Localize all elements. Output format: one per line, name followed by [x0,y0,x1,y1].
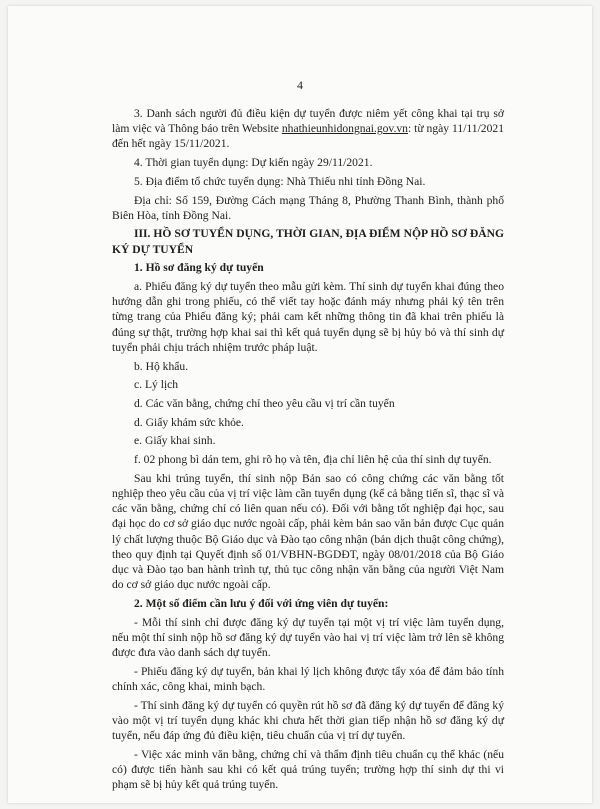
item-d2: d. Giấy khám sức khỏe. [134,415,244,429]
item-b: b. Hộ khẩu. [134,359,189,373]
item-d1: d. Các văn bằng, chứng chỉ theo yêu cầu vị trí cần tuyển [134,396,395,410]
paragraph-after-hiring: Sau khi trúng tuyển, thí sinh nộp Bản sao có công chứng các văn bằng tốt nghiệp theo yêu cầu của vị trí việc làm cần tuyển dụng (kể cả bằng tiến sĩ, thạc sĩ và các văn bằng, chứng chỉ có liên quan nếu có). Đối với bằng tốt nghiệp đại học, sau đại học do cơ sở giáo dục nước ngoài cấp, phải kèm bản sao văn bản được Cục quản lý chất lượng thuộc Bộ Giáo dục và Đào tạo công nhận (bản dịch thuật công chứng), theo quy định tại Quyết định số 01/VBHN-BGDĐT, ngày 08/01/2018 của Bộ Giáo dục và Đào tạo ban hành trình tự, thủ tục công nhận văn bằng của người Việt Nam do cơ sở giáo dục nước ngoài cấp. [112,471,504,592]
subheading-2: 2. Một số điểm cần lưu ý đối với ứng viên dự tuyển: [134,596,389,610]
paragraph-text: : từ ngày 11/11/2021 đến hết ngày 15/11/2021. [112,122,504,151]
note-4: - Việc xác minh văn bằng, chứng chỉ và thẩm định tiêu chuẩn cụ thể khác (nếu có) được tiến hành sau khi có kết quả trúng tuyển; trường hợp thí sinh dự thi vi phạm sẽ bị hủy kết quả trúng tuyển. [112,747,504,792]
paragraph-address: Địa chỉ: Số 159, Đường Cách mạng Tháng 8, Phường Thanh Bình, thành phố Biên Hòa, tỉnh Đồng Nai. [112,193,504,222]
paragraph-venue: 5. Địa điểm tổ chức tuyển dụng: Nhà Thiếu nhi tỉnh Đồng Nai. [134,174,426,188]
document-page [8,6,592,803]
website-link[interactable]: nhathieunhidongnai.gov.vn [281,122,408,136]
page-number: 4 [297,78,303,92]
paragraph-list-publication [112,106,504,152]
note-2: - Phiếu đăng ký dự tuyển, bản khai lý lịch không được tẩy xóa để đảm bảo tính chính xác, công khai, minh bạch. [112,664,504,693]
note-3: - Thí sinh đăng ký dự tuyển có quyền rút hồ sơ đã đăng ký dự tuyển để đăng ký vào một vị trí tuyển dụng khác khi chưa hết thời gian tiếp nhận hồ sơ đăng ký dự tuyển, nếu đáp ứng đủ điều kiện, tiêu chuẩn của vị trí dự tuyển. [112,698,504,743]
paragraph-text: 3. Danh sách người đủ điều kiện dự tuyển được niêm yết công khai tại trụ sở làm việc và Thông báo trên Website [112,107,504,136]
subheading-1: 1. Hồ sơ đăng ký dự tuyển [134,261,264,275]
item-a: a. Phiếu đăng ký dự tuyển theo mẫu gửi kèm. Thí sinh dự tuyển khai đúng theo hướng dẫn ghi trong phiếu, có thể viết tay hoặc đánh máy nhưng phải ký tên trên từng trang của Phiếu đăng ký; phải cam kết những thông tin đã khai trên phiếu là đúng sự thật, trường hợp khai sai thì kết quả tuyển dụng sẽ bị hủy bỏ và thí sinh dự tuyển phải chịu trách nhiệm trước pháp luật. [112,280,504,354]
document-body [112,106,504,796]
item-e: e. Giấy khai sinh. [134,434,216,448]
item-f: f. 02 phong bì dán tem, ghi rõ họ và tên, địa chỉ liên hệ của thí sinh dự tuyển. [134,453,492,467]
item-c: c. Lý lịch [134,378,179,392]
section-heading-3: III. HỒ SƠ TUYỂN DỤNG, THỜI GIAN, ĐỊA ĐIỂM NỘP HỒ SƠ ĐĂNG KÝ DỰ TUYỂN [112,227,504,256]
note-1: - Mỗi thí sinh chỉ được đăng ký dự tuyển tại một vị trí việc làm tuyển dụng, nếu một thí sinh nộp hồ sơ đăng ký dự tuyển vào hai vị trí việc làm trở lên sẽ không được đưa vào danh sách dự tuyển. [112,615,504,659]
paragraph-time: 4. Thời gian tuyển dụng: Dự kiến ngày 29/11/2021. [134,156,373,170]
